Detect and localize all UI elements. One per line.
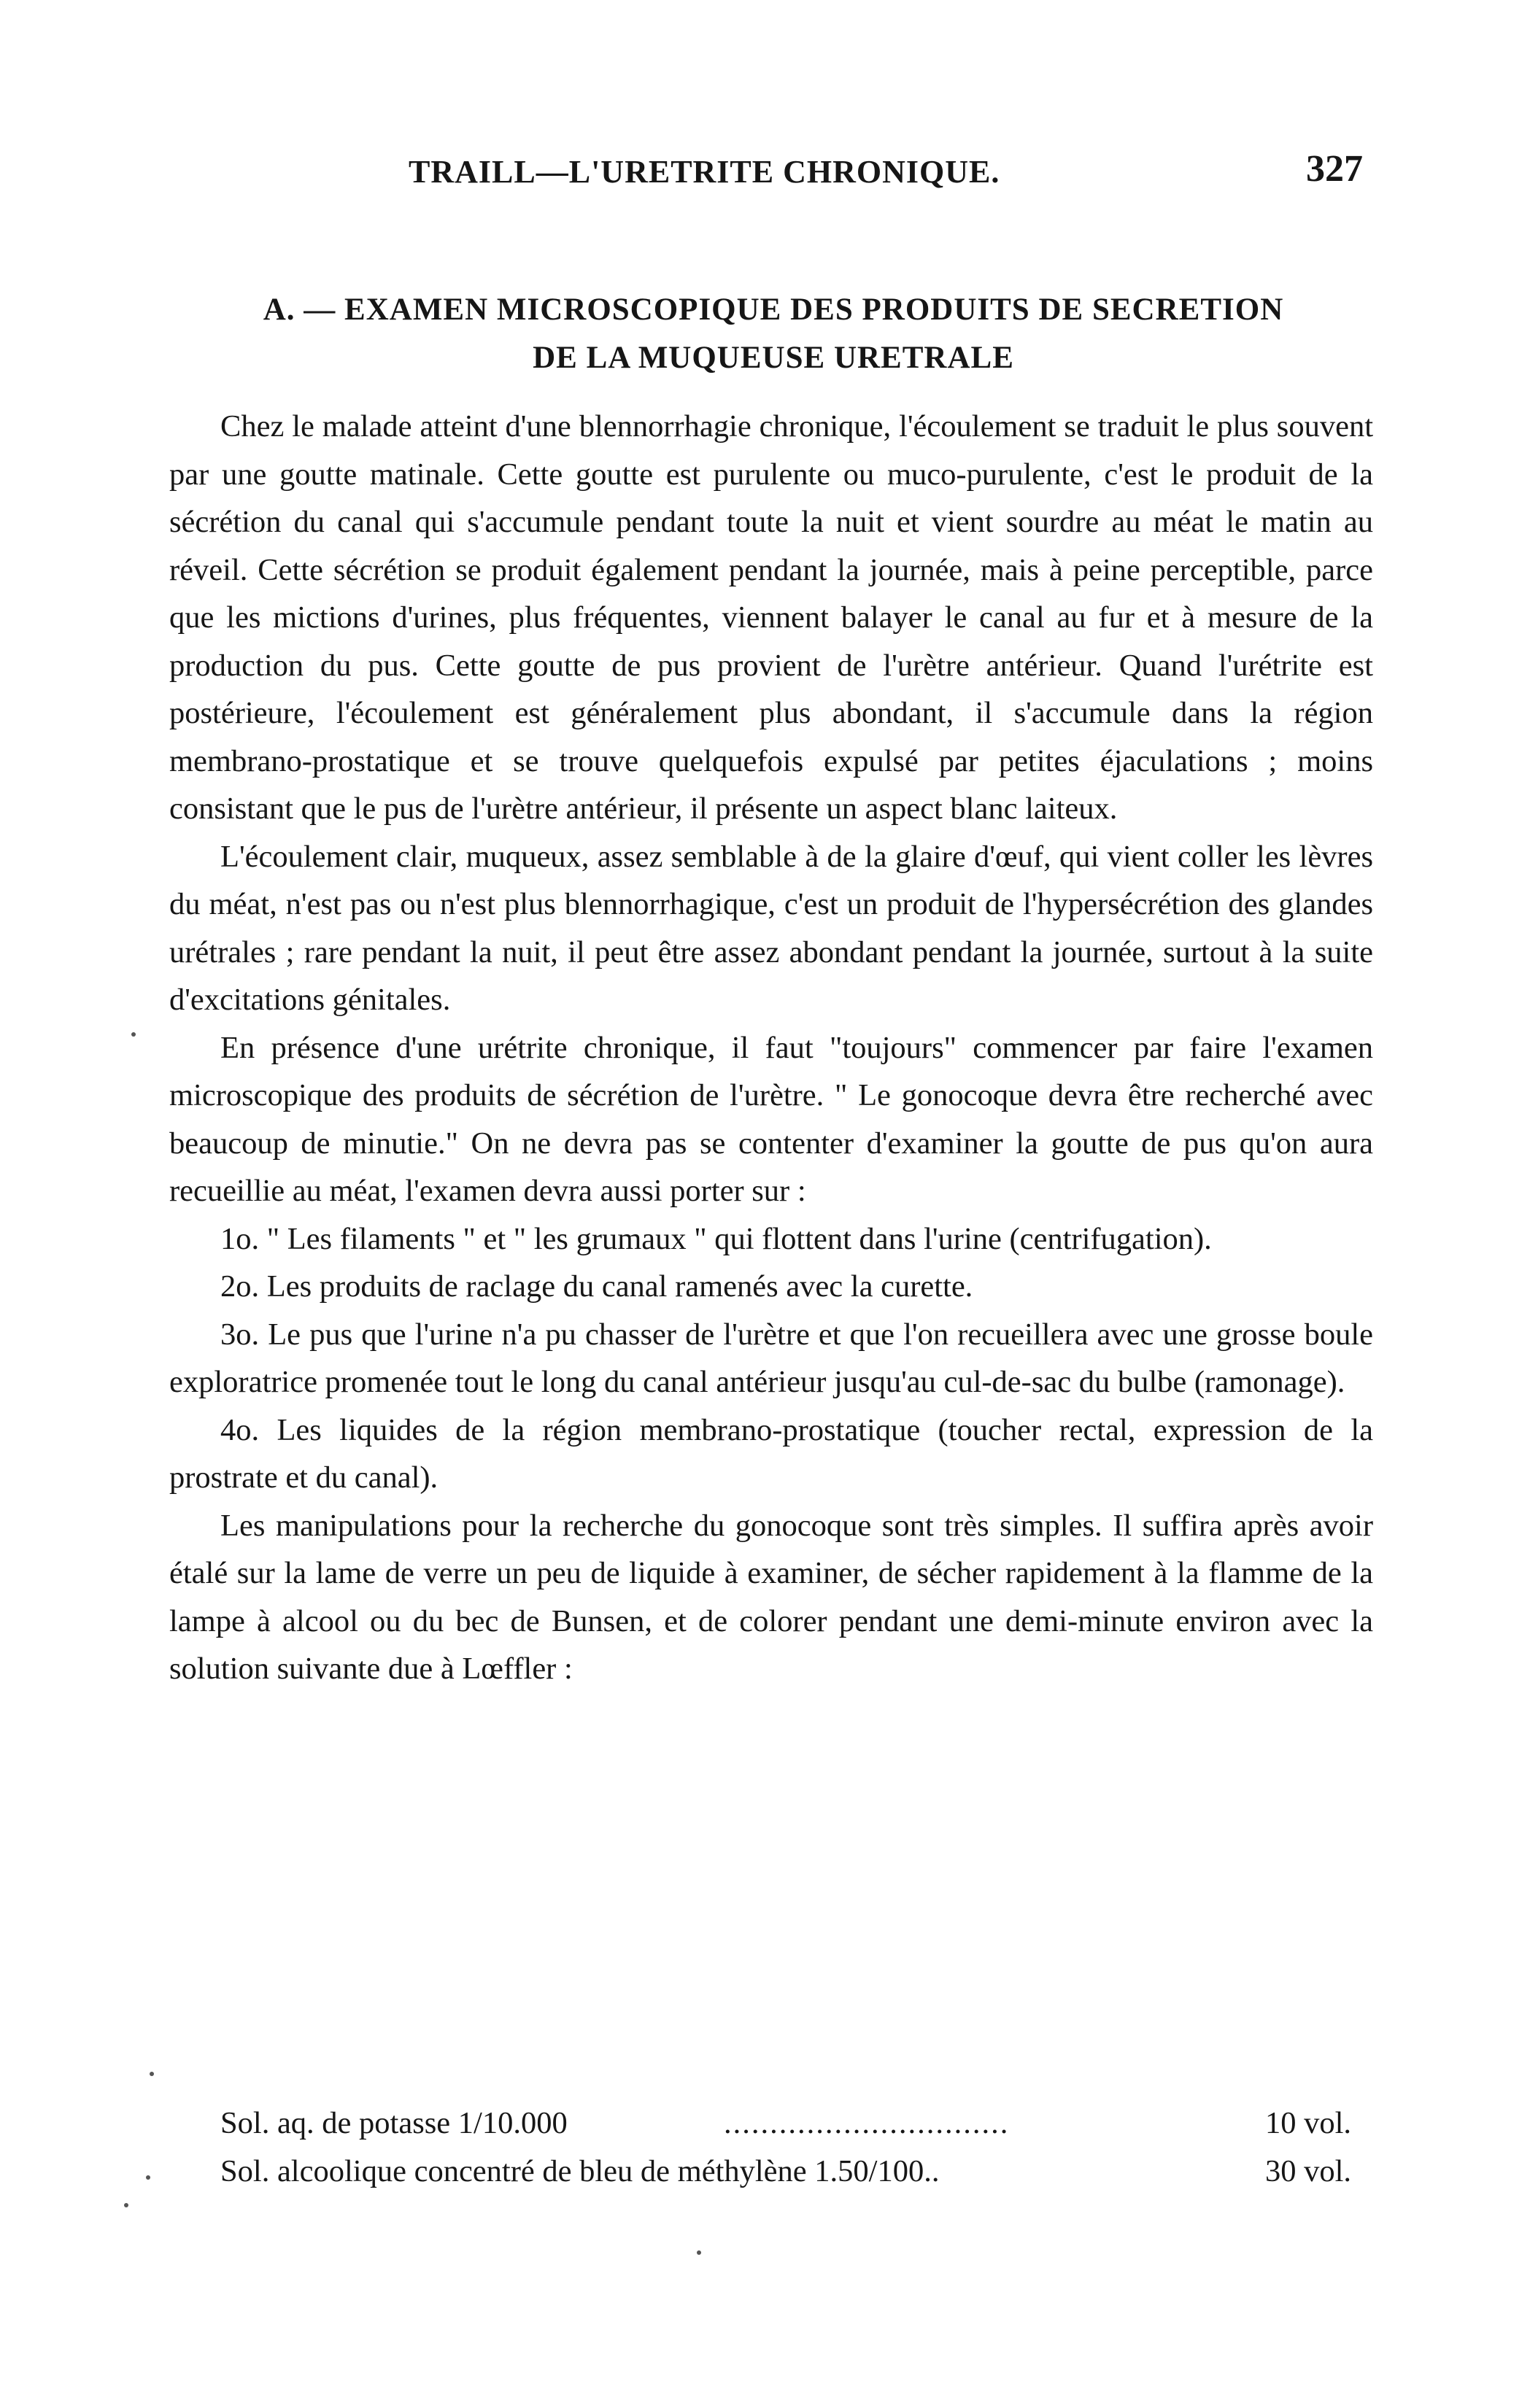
- running-head: [0, 148, 1530, 204]
- closing-paragraph: Les manipulations pour la recherche du gonocoque sont très simples. Il suffira après avoir étalé sur la lame de verre un peu de liquide à examiner, de sécher rapidement à la flamme de la lampe à alcool ou du bec de Bunsen, et de colorer pendant une demi-minute environ avec la solution suivante due à Lœffler :: [169, 1508, 1373, 1686]
- paragraph-1: Chez le malade atteint d'une blennorrhagie chronique, l'écoulement se traduit le plus souvent par une goutte matinale. Cette goutte est purulente ou muco-purulente, c'est le produit de la sécrétion du canal qui s'accumule pendant toute la nuit et vient sourdre au méat le matin au réveil. Cette sécrétion se produit également pendant la journée, mais à peine perceptible, parce que les mictions d'urines, plus fréquentes, viennent balayer le canal au fur et à mesure de la production du pus. Cette goutte de pus provient de l'urètre antérieur. Quand l'urétrite est postérieure, l'écoulement est généralement plus abondant, il s'accumule dans la région membrano-prostatique et se trouve quelquefois expulsé par petites éjaculations ; moins consistant que le pus de l'urètre antérieur, il présente un aspect blanc laiteux.: [169, 409, 1373, 826]
- list-item-2: 2o. Les produits de raclage du canal ramenés avec la curette.: [220, 1269, 973, 1304]
- running-title: TRAILL—L'URETRITE CHRONIQUE.: [409, 154, 1000, 190]
- formula-leader-dots: ...............................: [724, 2106, 1010, 2140]
- scan-speck: [124, 2203, 128, 2207]
- list-item-4: 4o. Les liquides de la région membrano-prostatique (toucher rectal, expression de la prostrate et du canal).: [169, 1412, 1373, 1495]
- body-text: [169, 403, 1373, 1693]
- section-heading-line-2: DE LA MUQUEUSE URETRALE: [533, 341, 1014, 375]
- scan-speck: [131, 1032, 136, 1037]
- section-heading-line-1: A. — EXAMEN MICROSCOPIQUE DES PRODUITS DE SECRETION: [263, 293, 1284, 327]
- section-heading: [171, 286, 1375, 382]
- list-item-3: 3o. Le pus que l'urine n'a pu chasser de l'urètre et que l'on recueillera avec une grosse boule exploratrice promenée tout le long du canal antérieur jusqu'au cul-de-sac du bulbe (ramonage).: [169, 1317, 1373, 1399]
- formula-amount: 10 vol.: [1264, 2106, 1351, 2140]
- scan-speck: [146, 2175, 150, 2180]
- page-number: 327: [1306, 148, 1363, 190]
- scan-speck: [150, 2072, 154, 2076]
- paragraph-3: En présence d'une urétrite chronique, il faut "toujours" commencer par faire l'examen microscopique des produits de sécrétion de l'urètre. " Le gonocoque devra être recherché avec beaucoup de minutie." On ne devra pas se contenter d'examiner la goutte de pus qu'on aura recueillie au méat, l'examen devra aussi porter sur :: [169, 1030, 1373, 1208]
- list-item-1: 1o. " Les filaments " et " les grumaux " qui flottent dans l'urine (centrifugation).: [220, 1221, 1212, 1256]
- formula-ingredient: Sol. aq. de potasse 1/10.000: [220, 2106, 568, 2140]
- scan-speck: [697, 2250, 701, 2255]
- paragraph-2: L'écoulement clair, muqueux, assez semblable à de la glaire d'œuf, qui vient coller les lèvres du méat, n'est pas ou n'est plus blennorrhagique, c'est un produit de l'hypersécrétion des glandes urétrales ; rare pendant la nuit, il peut être assez abondant pendant la journée, surtout à la suite d'excitations génitales.: [169, 839, 1373, 1017]
- formula-ingredient: Sol. alcoolique concentré de bleu de méthylène 1.50/100..: [220, 2154, 940, 2188]
- formula-amount: 30 vol.: [1264, 2154, 1351, 2188]
